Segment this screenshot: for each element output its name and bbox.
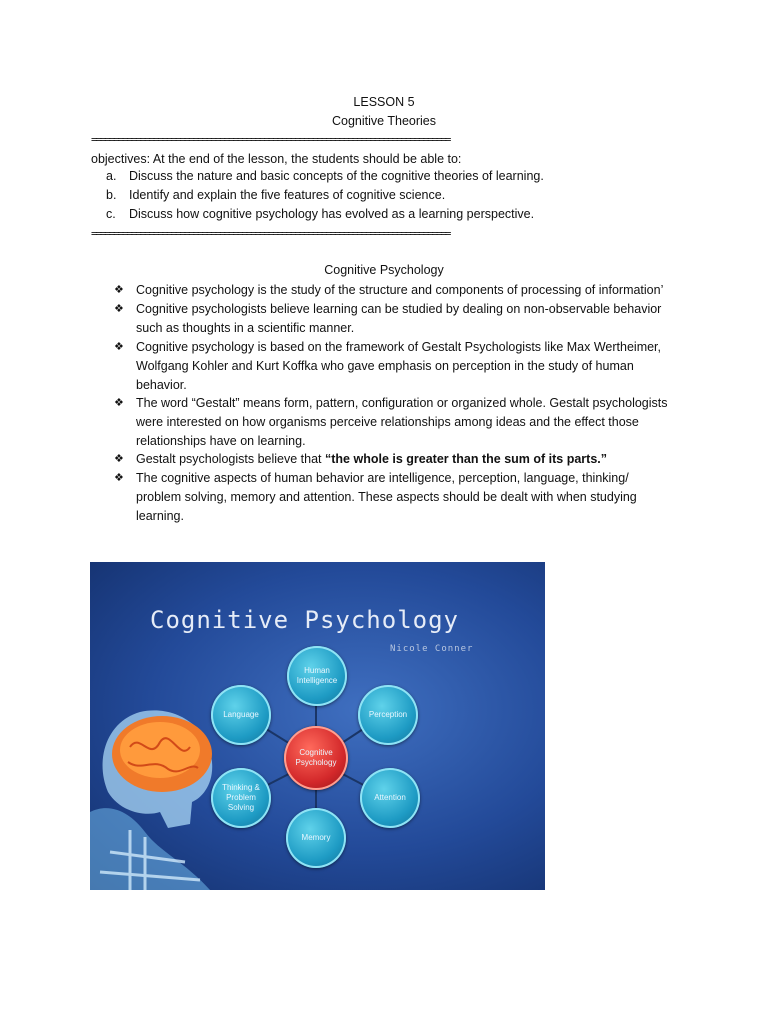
bullet-item bbox=[114, 469, 674, 525]
diamond-bullet-icon: ❖ bbox=[114, 397, 124, 409]
bullet-text: Cognitive psychology is based on the framework of Gestalt Psychologists like Max Wertheimer, Wolfgang Kohler and Kurt Koffka who gave emphasis on perception in the study of human behavior. bbox=[136, 340, 661, 392]
diamond-bullet-icon: ❖ bbox=[114, 284, 124, 296]
lesson-number: LESSON 5 bbox=[353, 95, 415, 109]
bullet-item bbox=[114, 394, 674, 450]
objective-label: a. bbox=[106, 169, 117, 183]
figure-author: Nicole Conner bbox=[390, 644, 474, 654]
node-thinking-problem-solving: Thinking & Problem Solving bbox=[211, 768, 271, 828]
bullet-text: Cognitive psychology is the study of the structure and components of processing of information’ bbox=[136, 283, 664, 297]
bullet-text: The word “Gestalt” means form, pattern, configuration or organized whole. Gestalt psychologists were interested on how organisms perceive relationships among ideas and the effect those relationships have on learning. bbox=[136, 396, 668, 448]
lesson-title: Cognitive Theories bbox=[332, 114, 436, 128]
bullet-text: Cognitive psychologists believe learning can be studied by dealing on non-observable behavior such as thoughts in a scientific manner. bbox=[136, 302, 662, 335]
bullet-text-bold-quote: “the whole is greater than the sum of its parts.” bbox=[325, 452, 607, 466]
bullet-item bbox=[114, 450, 674, 469]
bullet-item bbox=[114, 338, 674, 394]
diamond-bullet-icon: ❖ bbox=[114, 303, 124, 315]
section-heading: Cognitive Psychology bbox=[324, 263, 444, 277]
bullet-item bbox=[114, 281, 674, 300]
node-cognitive-psychology-center: Cognitive Psychology bbox=[284, 726, 348, 790]
bullet-text bbox=[136, 450, 674, 469]
bullet-text-plain: Gestalt psychologists believe that bbox=[136, 452, 325, 466]
bullet-text: The cognitive aspects of human behavior are intelligence, perception, language, thinking/ problem solving, memory and attention. These aspects should be dealt with when studying learning. bbox=[136, 471, 637, 523]
objective-label: c. bbox=[106, 207, 116, 221]
objectives-intro: objectives: At the end of the lesson, the students should be able to: bbox=[91, 152, 462, 166]
divider-top: ================================================================================= bbox=[91, 133, 450, 146]
objective-text: Discuss how cognitive psychology has evolved as a learning perspective. bbox=[129, 207, 535, 221]
cognitive-psychology-diagram bbox=[90, 562, 545, 890]
node-attention: Attention bbox=[360, 768, 420, 828]
objective-text: Identify and explain the five features of cognitive science. bbox=[129, 188, 446, 202]
node-perception: Perception bbox=[358, 685, 418, 745]
diamond-bullet-icon: ❖ bbox=[114, 341, 124, 353]
divider-bottom: ================================================================================= bbox=[91, 227, 450, 240]
node-human-intelligence: Human Intelligence bbox=[287, 646, 347, 706]
diamond-bullet-icon: ❖ bbox=[114, 472, 124, 484]
brain-skeleton-icon bbox=[90, 710, 212, 890]
figure-title: Cognitive Psychology bbox=[150, 606, 459, 634]
objective-text: Discuss the nature and basic concepts of the cognitive theories of learning. bbox=[129, 169, 544, 183]
node-memory: Memory bbox=[286, 808, 346, 868]
diamond-bullet-icon: ❖ bbox=[114, 453, 124, 465]
objective-label: b. bbox=[106, 188, 117, 202]
node-language: Language bbox=[211, 685, 271, 745]
bullet-item bbox=[114, 300, 674, 338]
